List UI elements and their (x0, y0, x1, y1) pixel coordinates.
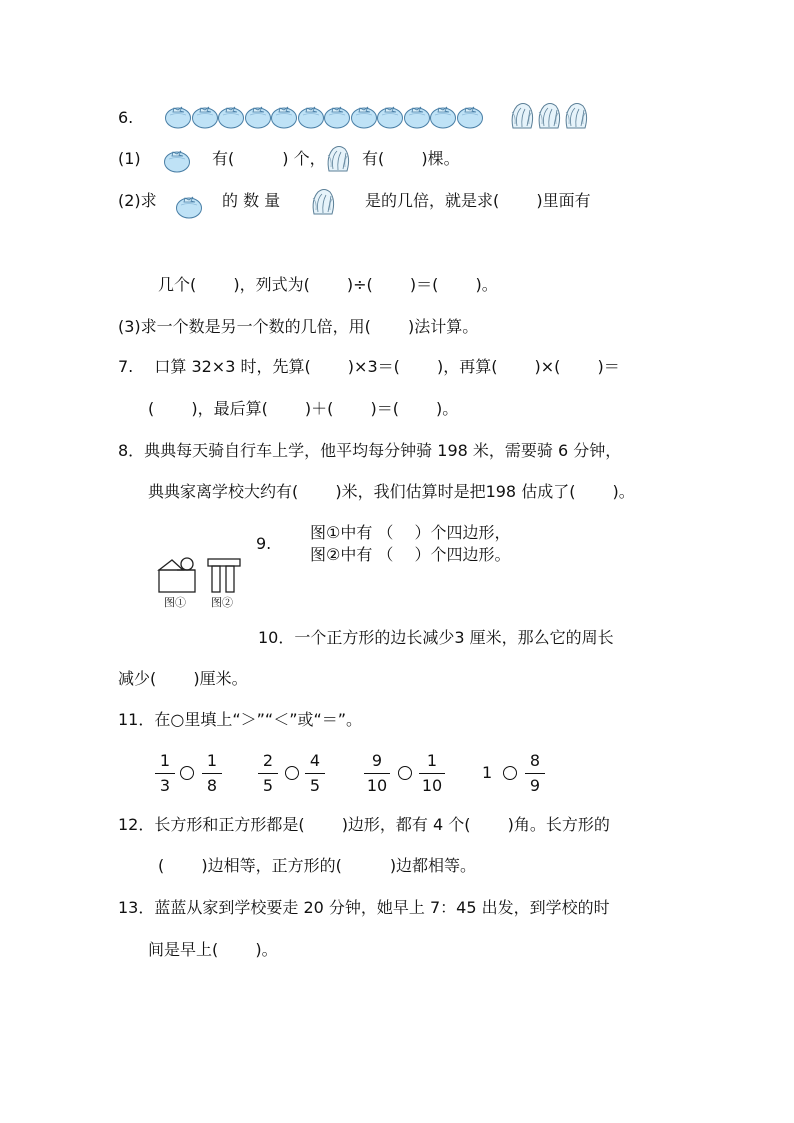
q6-part3: (3)求一个数是另一个数的几倍，用( )法计算。 (118, 317, 479, 336)
cabbage-icon (535, 100, 563, 132)
fraction: 1 10 (419, 751, 445, 796)
fraction: 2 5 (258, 751, 278, 796)
tomato-icon (429, 103, 457, 131)
compare-circle[interactable] (503, 766, 517, 780)
q9-number: 9. (256, 534, 272, 553)
tomato-icon (191, 103, 219, 131)
q8-line2: 典典家离学校大约有( )米，我们估算时是把198 估成了( )。 (148, 482, 635, 501)
q10-line1: 10．一个正方形的边长减少3 厘米，那么它的周长 (258, 628, 614, 647)
q11-instruction: 11．在○里填上“＞”“＜”或“＝”。 (118, 710, 363, 729)
fraction: 1 3 (155, 751, 175, 796)
fraction: 9 10 (364, 751, 390, 796)
tomato-icon (175, 192, 205, 222)
q10-line2: 减少( )厘米。 (118, 669, 248, 688)
tomato-icon (270, 103, 298, 131)
figure-2 (205, 556, 245, 596)
tomato-icon (164, 103, 192, 131)
q6-part1-prefix: (1) (118, 149, 141, 168)
q13-line2: 间是早上( )。 (148, 940, 278, 959)
tomato-icon (297, 103, 325, 131)
tomato-icon (403, 103, 431, 131)
cabbage-icon (310, 185, 336, 219)
q7-line2: ( )，最后算( )＋( )＝( )。 (148, 399, 459, 418)
fraction: 1 8 (202, 751, 222, 796)
q13-line1: 13．蓝蓝从家到学校要走 20 分钟，她早上 7：45 出发，到学校的时 (118, 898, 610, 917)
q8-line1: 8．典典每天骑自行车上学，他平均每分钟骑 198 米，需要骑 6 分钟， (118, 441, 622, 460)
q6-part2-middle: 的 数 量 (222, 191, 281, 210)
q6-part2-prefix: (2)求 (118, 191, 157, 210)
q9-line1: 图①中有 （ ）个四边形， (310, 523, 511, 542)
cabbage-icon (508, 100, 536, 132)
tomato-icon (456, 103, 484, 131)
q6-part2-line2: 几个( )，列式为( )÷( )＝( )。 (158, 275, 498, 294)
tomato-icon (350, 103, 378, 131)
compare-circle[interactable] (180, 766, 194, 780)
fraction: 4 5 (305, 751, 325, 796)
compare-circle[interactable] (285, 766, 299, 780)
q6-part2-end: 是的几倍，就是求( )里面有 (365, 191, 591, 210)
fraction: 8 9 (525, 751, 545, 796)
figure-1 (156, 556, 202, 596)
tomato-icon (217, 103, 245, 131)
q6-number: 6. (118, 108, 134, 127)
q6-part1-tomato-blank: 有( ) 个， (212, 149, 326, 168)
q12-line2: ( )边相等，正方形的( )边都相等。 (158, 856, 477, 875)
compare-circle[interactable] (398, 766, 412, 780)
q7-line1: 7. 口算 32×3 时，先算( )×3＝( )，再算( )×( )＝ (118, 357, 620, 376)
figure-1-label: 图① (164, 596, 186, 609)
tomato-icon (376, 103, 404, 131)
q12-line1: 12．长方形和正方形都是( )边形，都有 4 个( )角。长方形的 (118, 815, 610, 834)
tomato-icon (244, 103, 272, 131)
tomato-icon (163, 146, 193, 176)
whole-number: 1 (482, 763, 493, 782)
figure-2-label: 图② (211, 596, 233, 609)
tomato-icon (323, 103, 351, 131)
cabbage-icon (325, 145, 351, 175)
cabbage-icon (562, 100, 590, 132)
q6-part1-cabbage-blank: 有( )棵。 (362, 149, 460, 168)
q9-line2: 图②中有 （ ）个四边形。 (310, 545, 511, 564)
